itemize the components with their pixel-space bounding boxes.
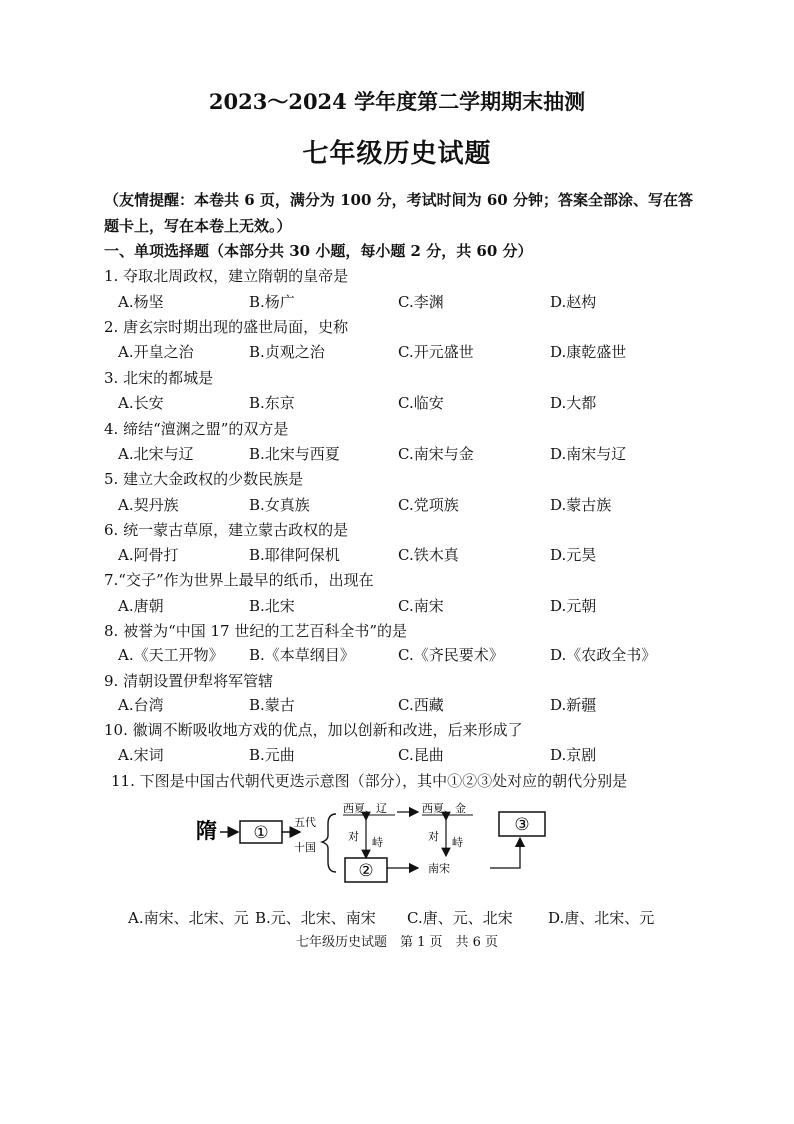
question-2-option-a: A.开皇之治 — [118, 343, 194, 361]
question-6-option-a: A.阿骨打 — [118, 546, 179, 564]
brace — [322, 814, 336, 872]
question-11-option-a: A.南宋、北宋、元 — [128, 909, 249, 927]
question-2-option-c: C.开元盛世 — [398, 343, 474, 361]
label-duizhi1-b: 峙 — [372, 836, 383, 849]
section-title: 一、单项选择题（本部分共 30 小题，每小题 2 分，共 60 分） — [104, 242, 533, 260]
question-4-option-b: B.北宋与西夏 — [249, 445, 340, 463]
question-2-option-d: D.康乾盛世 — [550, 343, 627, 361]
question-1-option-b: B.杨广 — [249, 293, 295, 311]
label-wudai: 五代 — [294, 816, 316, 829]
question-9-option-d: D.新疆 — [550, 696, 597, 714]
question-3-option-d: D.大都 — [550, 394, 597, 412]
question-5-option-a: A.契丹族 — [118, 496, 179, 514]
question-8-option-a: A.《天工开物》 — [118, 646, 224, 664]
question-4-option-c: C.南宋与金 — [398, 445, 474, 463]
question-5-stem: 5. 建立大金政权的少数民族是 — [104, 470, 304, 488]
question-11-option-d: D.唐、北宋、元 — [548, 909, 655, 927]
question-10-option-d: D.京剧 — [550, 746, 597, 764]
label-duizhi1-a: 对 — [348, 830, 359, 843]
question-7-stem: 7.“交子”作为世界上最早的纸币，出现在 — [104, 571, 374, 589]
question-11-option-c: C.唐、元、北宋 — [407, 909, 513, 927]
question-7-option-c: C.南宋 — [398, 597, 444, 615]
box-3-label: ③ — [514, 815, 530, 835]
box-1-label: ① — [253, 823, 269, 843]
question-8-option-d: D.《农政全书》 — [550, 646, 657, 664]
question-10-option-b: B.元曲 — [249, 746, 295, 764]
question-1-option-a: A.杨坚 — [118, 293, 164, 311]
question-3-option-a: A.长安 — [118, 394, 164, 412]
page-title: 七年级历史试题 — [302, 139, 492, 169]
question-10-option-c: C.昆曲 — [398, 746, 444, 764]
question-5-option-c: C.党项族 — [398, 496, 459, 514]
box-2-label: ② — [358, 861, 374, 881]
question-9-stem: 9. 清朝设置伊犁将军管辖 — [104, 672, 274, 690]
question-9-option-c: C.西藏 — [398, 696, 444, 714]
question-8-option-c: C.《齐民要术》 — [398, 646, 504, 664]
question-7-option-a: A.唐朝 — [118, 597, 164, 615]
question-2-option-b: B.贞观之治 — [249, 343, 325, 361]
question-4-stem: 4. 缔结“澶渊之盟”的双方是 — [104, 420, 289, 438]
question-4-option-d: D.南宋与辽 — [550, 445, 627, 463]
question-6-option-b: B.耶律阿保机 — [249, 546, 340, 564]
question-2-stem: 2. 唐玄宗时期出现的盛世局面，史称 — [104, 318, 349, 336]
notice-text: （友情提醒：本卷共 6 页，满分为 100 分，考试时间为 60 分钟；答案全部涂、写在答题卡上，写在本卷上无效。） — [104, 191, 693, 235]
question-5-option-d: D.蒙古族 — [550, 496, 612, 514]
question-7-option-d: D.元朝 — [550, 597, 597, 615]
question-10-option-a: A.宋词 — [118, 746, 164, 764]
label-xixia-jin: 西夏、金 — [422, 802, 466, 815]
question-3-option-c: C.临安 — [398, 394, 444, 412]
question-5-option-b: B.女真族 — [249, 496, 310, 514]
page-footer: 七年级历史试题 第 1 页 共 6 页 — [295, 935, 499, 950]
question-1-stem: 1. 夺取北周政权，建立隋朝的皇帝是 — [104, 267, 349, 285]
dynasty-diagram — [190, 796, 560, 892]
label-shiguo: 十国 — [294, 841, 316, 854]
question-8-stem: 8. 被誉为“中国 17 世纪的工艺百科全书”的是 — [104, 622, 408, 640]
label-nansong: 南宋 — [428, 862, 450, 875]
label-duizhi2-a: 对 — [428, 830, 439, 843]
question-1-option-d: D.赵构 — [550, 293, 597, 311]
question-10-stem: 10. 徽调不断吸收地方戏的优点，加以创新和改进，后来形成了 — [104, 721, 523, 739]
question-9-option-b: B.蒙古 — [249, 696, 295, 714]
arrow-to-box3 — [490, 838, 520, 868]
question-4-option-a: A.北宋与辽 — [118, 445, 194, 463]
question-1-option-c: C.李渊 — [398, 293, 444, 311]
question-11-option-b: B.元、北宋、南宋 — [255, 909, 376, 927]
question-8-option-b: B.《本草纲目》 — [249, 646, 355, 664]
question-6-stem: 6. 统一蒙古草原，建立蒙古政权的是 — [104, 521, 349, 539]
label-xixia-liao: 西夏、辽 — [343, 802, 387, 815]
label-duizhi2-b: 峙 — [452, 836, 463, 849]
question-3-stem: 3. 北宋的都城是 — [104, 369, 214, 387]
question-6-option-c: C.铁木真 — [398, 546, 459, 564]
question-11-stem: 11. 下图是中国古代朝代更迭示意图（部分），其中①②③处对应的朝代分别是 — [111, 772, 628, 790]
exam-header: 2023～2024 学年度第二学期期末抽测 — [208, 89, 586, 114]
question-3-option-b: B.东京 — [249, 394, 295, 412]
label-sui: 隋 — [196, 818, 217, 843]
question-7-option-b: B.北宋 — [249, 597, 295, 615]
question-6-option-d: D.元昊 — [550, 546, 597, 564]
question-9-option-a: A.台湾 — [118, 696, 164, 714]
